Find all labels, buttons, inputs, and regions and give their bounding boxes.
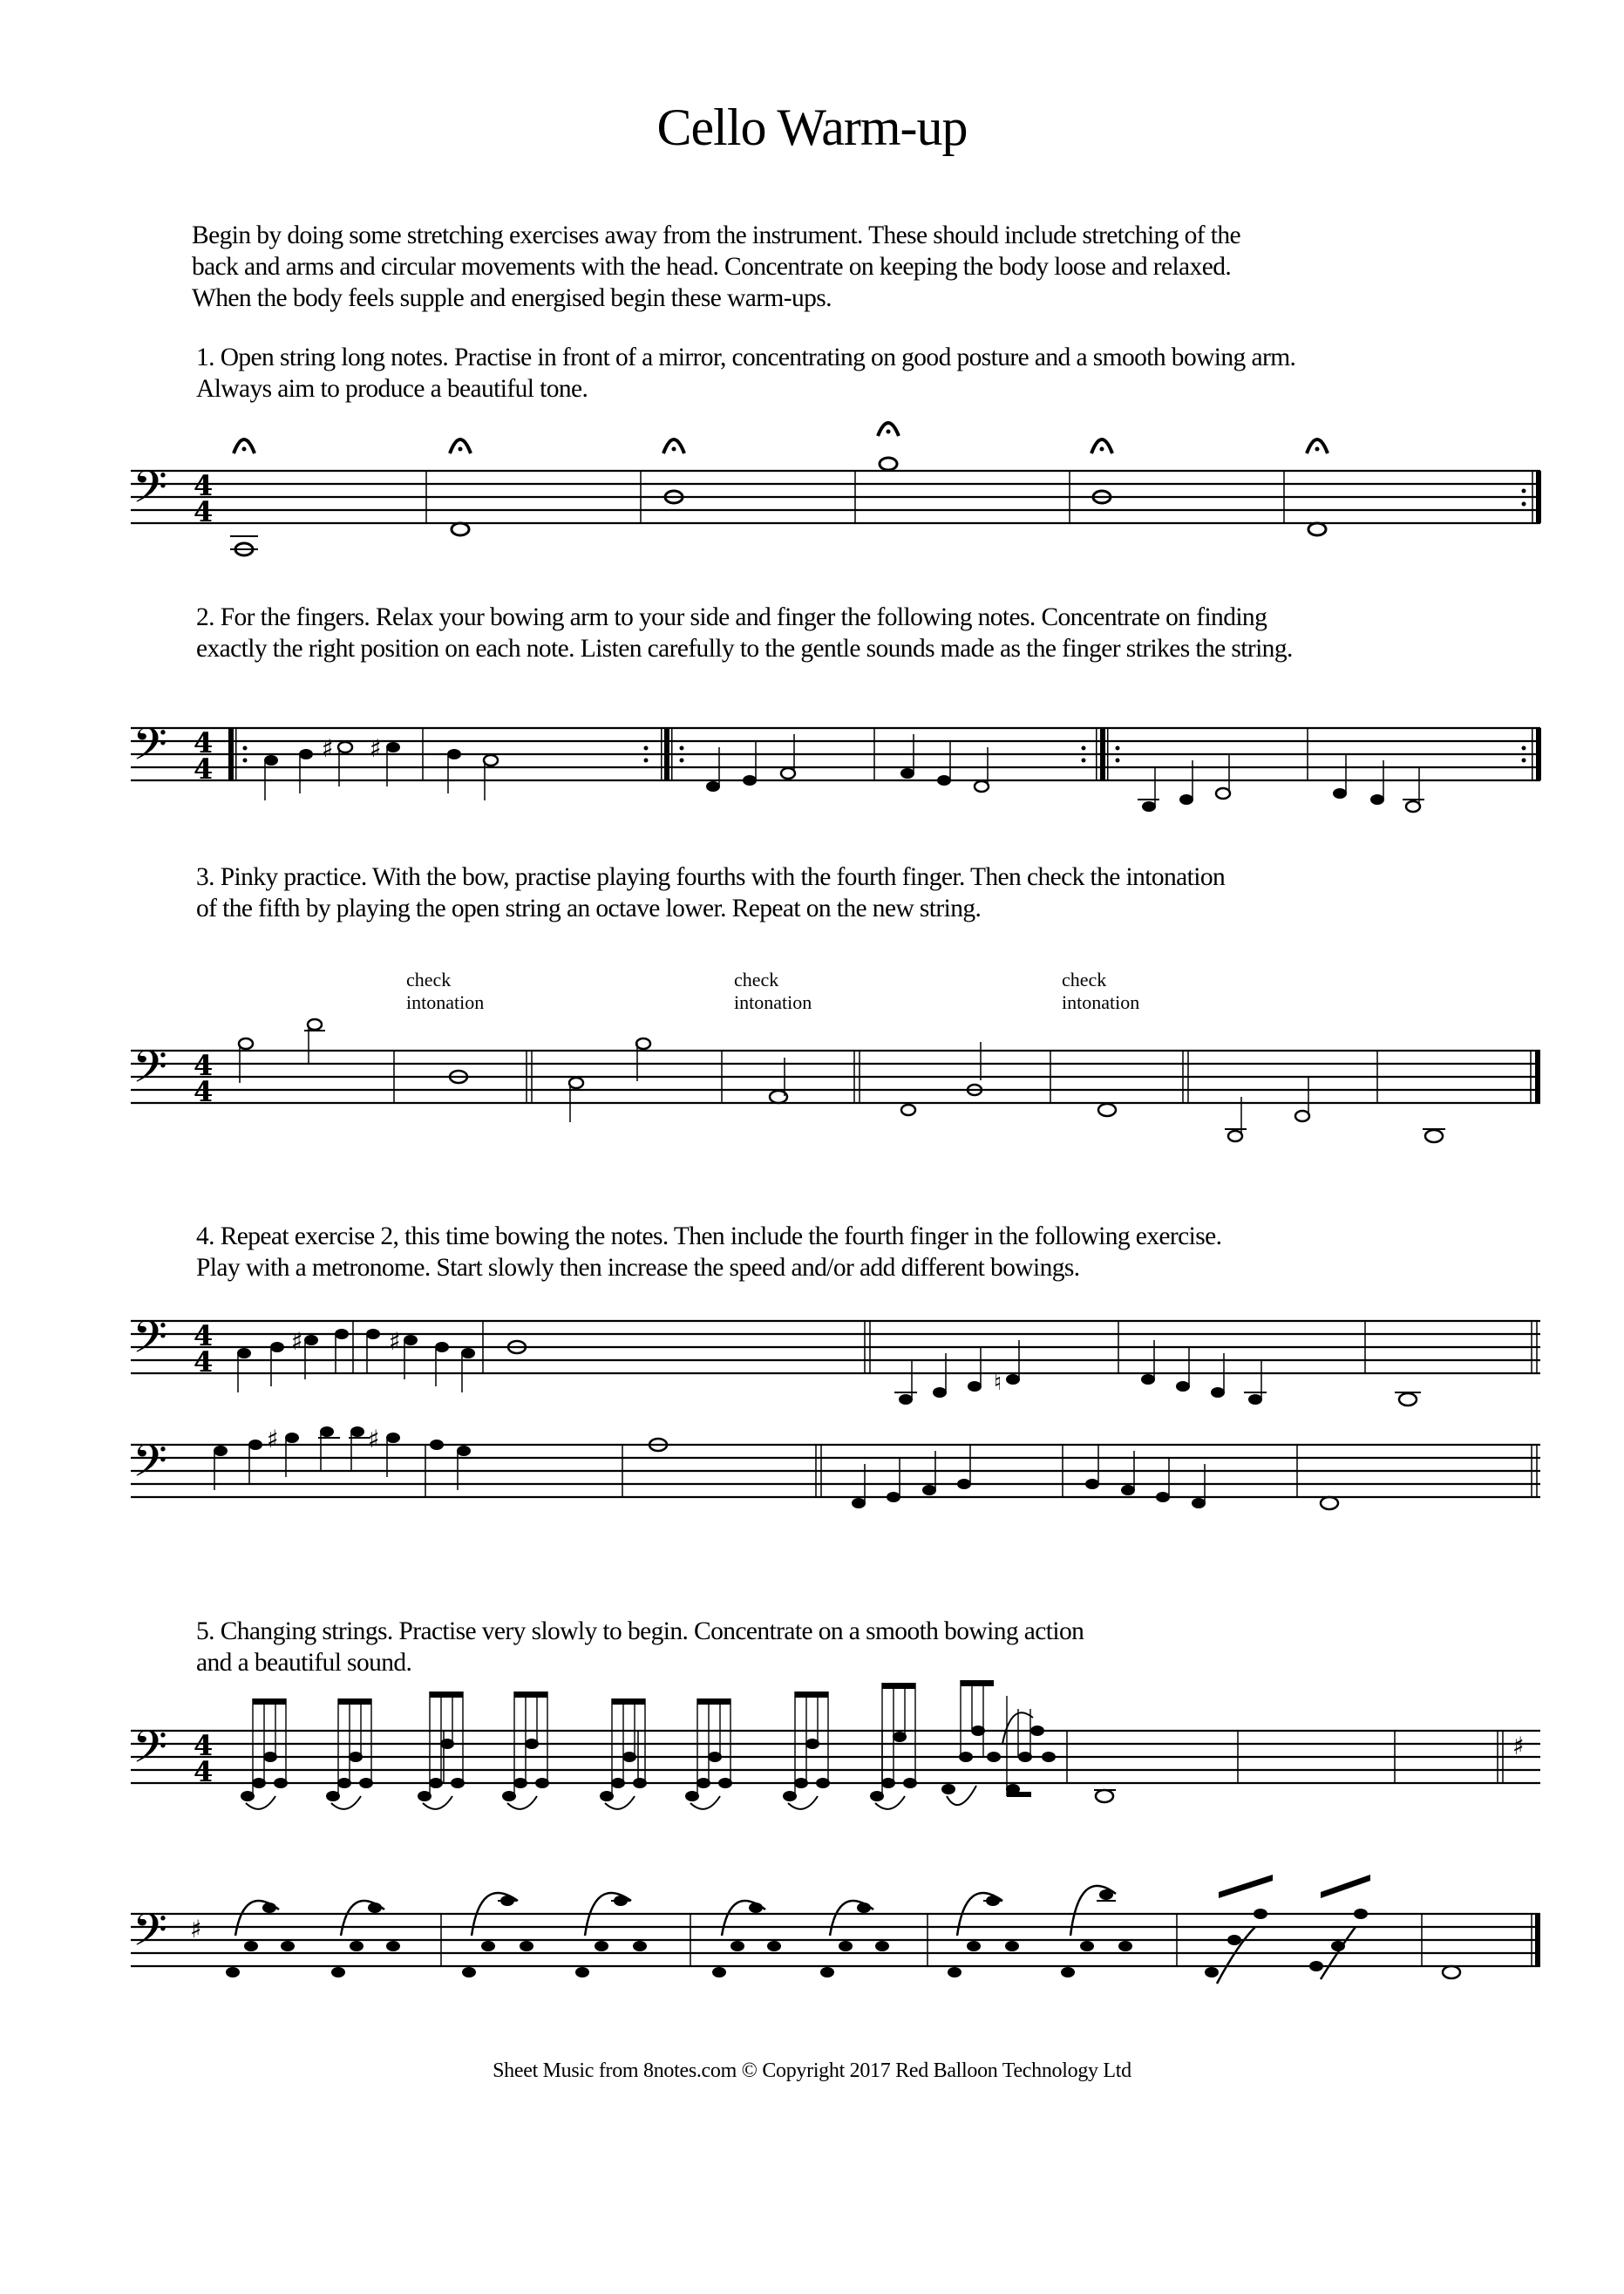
eighth-group <box>226 1889 1460 1978</box>
svg-text:check: check <box>1062 969 1107 990</box>
exercise-3-text <box>196 861 1225 924</box>
annotation-check: check <box>406 969 452 990</box>
svg-text:intonation: intonation <box>1062 991 1140 1013</box>
exercise-5-staff-2 <box>0 1840 1624 1997</box>
exercise-1-text <box>196 342 1295 405</box>
copyright-footer: Sheet Music from 8notes.com © Copyright 2017 Red Balloon Technology Ltd <box>493 2059 1131 2082</box>
svg-text:♯: ♯ <box>291 1327 303 1356</box>
exercise-line: Play with a metronome. Start slowly then increase the speed and/or add different bowings. <box>196 1254 1080 1282</box>
exercise-line: and a beautiful sound. <box>196 1649 412 1677</box>
svg-text:♯: ♯ <box>370 734 382 763</box>
exercise-5-staff-1 <box>0 1657 1624 1814</box>
exercise-line: 1. Open string long notes. Practise in front of a mirror, concentrating on good posture and a smooth bowing arm. <box>196 344 1296 371</box>
sharp-icon: ♯ <box>190 1915 202 1943</box>
exercise-line: Always aim to produce a beautiful tone. <box>196 375 588 403</box>
exercise-line: 4. Repeat exercise 2, this time bowing the notes. Then include the fourth finger in the following exercise. <box>196 1222 1222 1250</box>
page-title: Cello Warm-up <box>656 99 968 156</box>
bass-clef-icon: 𝄢 <box>133 460 167 524</box>
exercise-4-staff-1 <box>0 1282 1624 1395</box>
intro-line: back and arms and circular movements with the head. Concentrate on keeping the body loose and relaxed. <box>192 253 1232 281</box>
check-intonation-annotations <box>406 969 1139 1013</box>
bass-clef-icon: 𝄢 <box>133 1434 167 1498</box>
svg-text:check: check <box>734 969 779 990</box>
svg-text:4: 4 <box>194 495 214 528</box>
svg-text:4: 4 <box>194 1049 214 1082</box>
intro-paragraph <box>192 220 1240 314</box>
intro-line: Begin by doing some stretching exercises away from the instrument. These should include stretching of the <box>192 221 1241 249</box>
svg-text:♯: ♯ <box>368 1425 380 1453</box>
svg-text:4: 4 <box>194 1345 214 1378</box>
exercise-line: 3. Pinky practice. With the bow, practise playing fourths with the fourth finger. Then check the intonation <box>196 863 1226 891</box>
exercise-line: exactly the right position on each note. Listen carefully to the gentle sounds made as the finger strikes the string. <box>196 635 1293 663</box>
bass-clef-icon: 𝄢 <box>133 1310 167 1374</box>
exercise-1-staff <box>0 427 1624 558</box>
svg-text:♯: ♯ <box>389 1327 401 1356</box>
svg-text:4: 4 <box>194 1075 214 1108</box>
svg-text:intonation: intonation <box>406 991 485 1013</box>
exercise-3-staff <box>0 955 1624 1129</box>
svg-text:♮: ♮ <box>994 1370 1002 1396</box>
bass-clef-icon: 𝄢 <box>133 1040 167 1104</box>
exercise-line: 5. Changing strings. Practise very slowly to begin. Concentrate on a smooth bowing action <box>196 1617 1084 1645</box>
exercise-line: 2. For the fingers. Relax your bowing arm to your side and finger the following notes. Concentrate on finding <box>196 603 1267 631</box>
exercise-4-staff-2 <box>0 1406 1624 1519</box>
exercise-2-staff <box>0 689 1624 820</box>
intro-line: When the body feels supple and energised begin these warm-ups. <box>192 284 832 312</box>
svg-text:4: 4 <box>194 1319 214 1352</box>
bass-clef-icon: 𝄢 <box>133 1720 167 1784</box>
sharp-icon: ♯ <box>1512 1732 1525 1760</box>
bass-clef-icon: 𝄢 <box>133 1903 167 1967</box>
svg-text:4: 4 <box>194 752 214 786</box>
svg-text:♯: ♯ <box>267 1425 279 1453</box>
svg-text:♯: ♯ <box>322 734 334 763</box>
exercise-line: of the fifth by playing the open string an octave lower. Repeat on the new string. <box>196 895 982 922</box>
svg-text:4: 4 <box>194 1729 214 1762</box>
exercise-4-text <box>196 1221 1221 1283</box>
bass-clef-icon: 𝄢 <box>133 718 167 781</box>
exercise-2-text <box>196 602 1293 664</box>
svg-text:4: 4 <box>194 469 214 502</box>
svg-text:intonation: intonation <box>734 991 812 1013</box>
svg-text:4: 4 <box>194 726 214 759</box>
notes-group <box>264 734 1424 812</box>
svg-text:4: 4 <box>194 1755 214 1788</box>
